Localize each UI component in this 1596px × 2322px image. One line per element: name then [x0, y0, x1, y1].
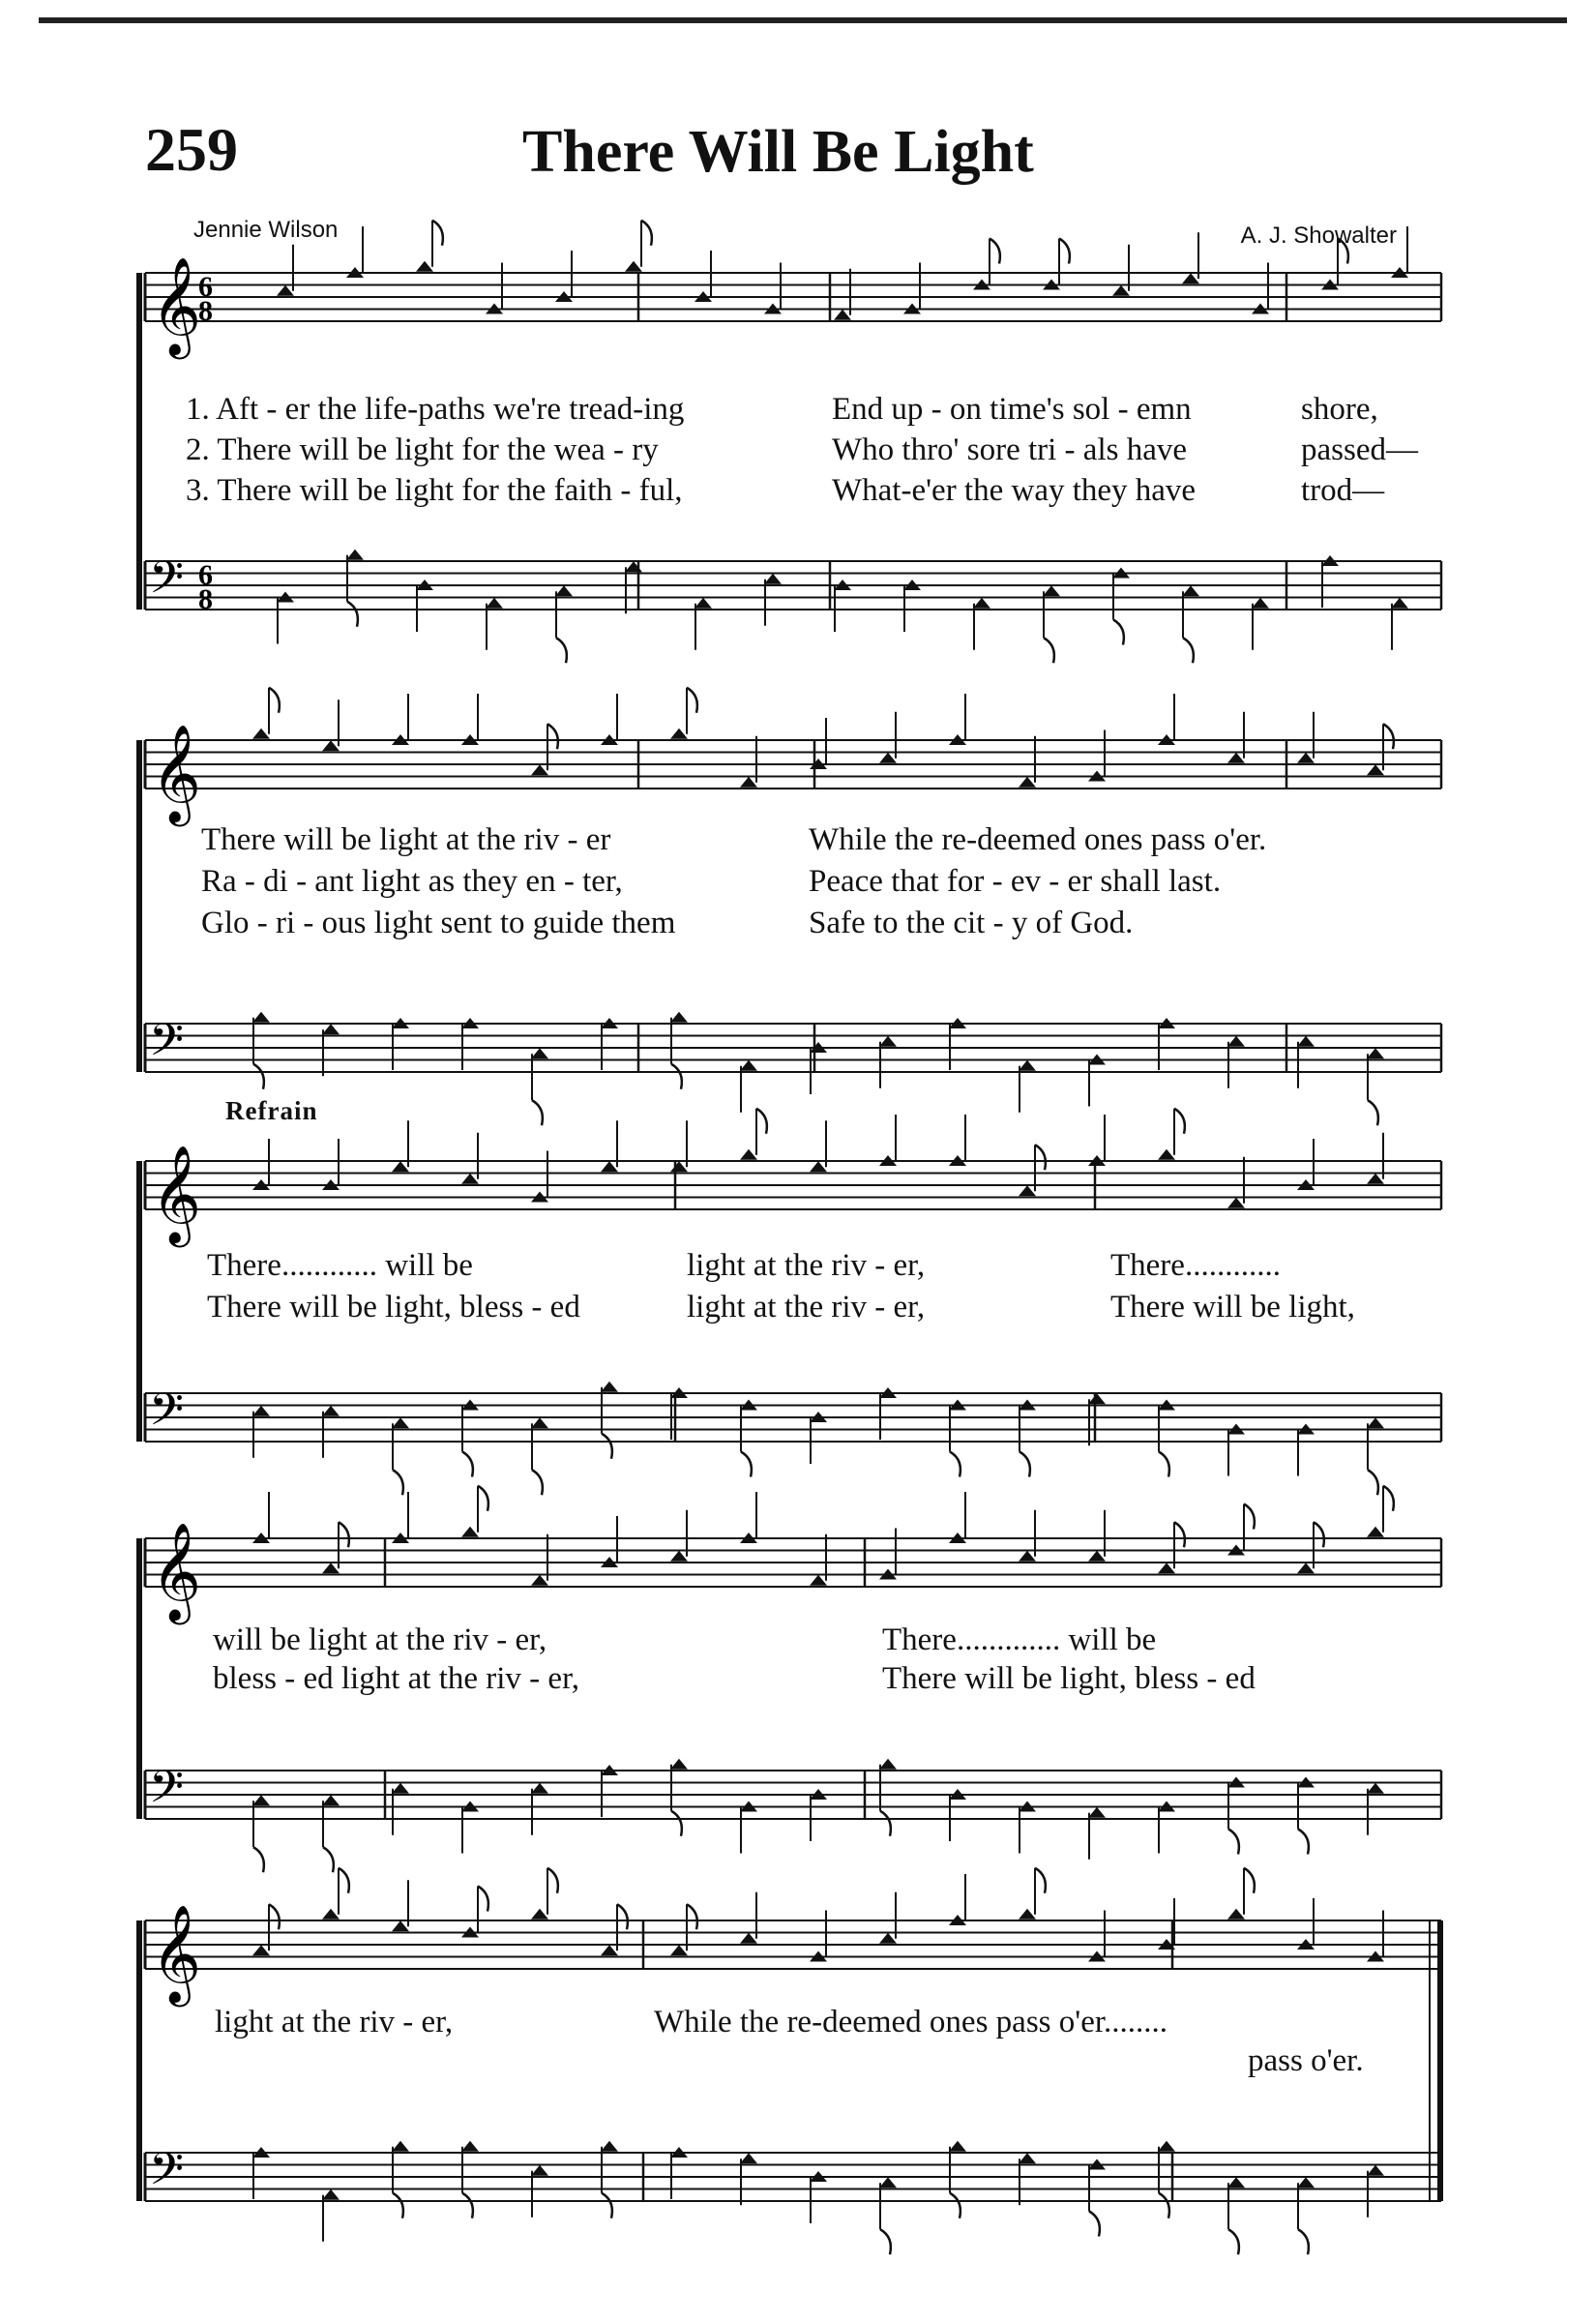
bass-note: [392, 1783, 409, 1794]
treble-note: [625, 261, 642, 272]
bass-clef-icon: 𝄢: [149, 551, 185, 615]
treble-note-flag: [547, 1868, 558, 1893]
bass-note-flag: [880, 2229, 891, 2254]
bass-note: [1227, 2177, 1245, 2188]
treble-clef-icon: 𝄞: [151, 723, 202, 822]
treble-note: [1112, 285, 1130, 296]
bass-note: [1088, 1807, 1106, 1818]
treble-note-flag: [756, 1109, 767, 1134]
bass-note: [625, 561, 642, 572]
treble-note-flag: [547, 724, 558, 749]
treble-note-flag: [1338, 239, 1348, 264]
bass-note: [740, 2153, 757, 2163]
treble-note-flag: [1383, 1486, 1394, 1511]
treble-note-flag: [1035, 1145, 1046, 1170]
treble-note-flag: [687, 1904, 697, 1929]
bass-note-flag: [1159, 2193, 1169, 2218]
bass-note: [601, 2141, 618, 2152]
bass-note-flag: [462, 1452, 473, 1477]
time-signature-bass-bottom: 8: [198, 583, 213, 615]
treble-note: [531, 764, 548, 775]
bass-note-flag: [556, 638, 567, 663]
treble-note: [1019, 1551, 1036, 1562]
bass-note: [601, 1382, 618, 1392]
bass-note-flag: [1183, 638, 1194, 663]
treble-note: [1227, 1909, 1245, 1920]
treble-note: [461, 1527, 479, 1537]
treble-note: [670, 729, 688, 739]
treble-note-flag: [339, 1868, 349, 1893]
bass-note: [1182, 585, 1199, 596]
treble-note: [670, 1945, 688, 1955]
time-signature-treble-top: 6: [198, 271, 213, 303]
bass-note-flag: [671, 1811, 682, 1836]
treble-note: [531, 1909, 548, 1920]
bass-clef-icon: 𝄢: [149, 1014, 185, 1078]
bass-note: [879, 1036, 897, 1047]
treble-note: [322, 740, 340, 751]
bass-note-flag: [253, 1064, 264, 1089]
lyric-v2-b: Who thro' sore tri - als have: [832, 432, 1187, 467]
bass-note: [1019, 2153, 1036, 2163]
treble-note: [1019, 777, 1036, 788]
bass-note: [1367, 2165, 1384, 2176]
bass-note: [1019, 1060, 1036, 1071]
bass-note-flag: [1159, 1452, 1169, 1477]
hymn-number: 259: [145, 115, 238, 184]
treble-note-flag: [1244, 1868, 1255, 1893]
bass-note: [252, 1012, 270, 1023]
bass-note: [322, 2189, 340, 2200]
bass-note-flag: [1113, 620, 1124, 645]
treble-note: [740, 1933, 757, 1944]
treble-note: [252, 1945, 270, 1955]
bass-note: [392, 2141, 409, 2152]
lyric-s3-c2: There will be light,: [1110, 1290, 1355, 1325]
composer-credit: A. J. Showalter: [1240, 223, 1397, 249]
bass-note: [1367, 1048, 1384, 1058]
treble-note: [1158, 1563, 1175, 1573]
treble-note-flag: [269, 688, 280, 713]
bass-note: [531, 2165, 548, 2176]
bass-note: [973, 598, 990, 609]
bass-clef-icon: 𝄢: [149, 1384, 185, 1447]
treble-note: [1019, 1185, 1036, 1196]
treble-note: [1297, 753, 1315, 763]
lyric-s3-a1: There............ will be: [207, 1248, 473, 1283]
bass-note-flag: [602, 2193, 612, 2218]
treble-note: [810, 1161, 827, 1172]
bass-note-flag: [462, 2193, 473, 2218]
treble-note: [740, 1149, 757, 1160]
treble-note: [1088, 1551, 1106, 1562]
lyric-s2-v1-a: There will be light at the riv - er: [201, 822, 611, 857]
bass-note-flag: [1368, 1100, 1378, 1125]
treble-note: [416, 261, 433, 272]
treble-note: [834, 310, 851, 320]
bass-note-flag: [741, 1452, 752, 1477]
treble-note-flag: [1314, 1522, 1324, 1547]
bass-note: [1158, 2141, 1175, 2152]
lyric-s3-a2: There will be light, bless - ed: [207, 1290, 580, 1325]
lyric-v1-b: End up - on time's sol - emn: [832, 392, 1192, 427]
lyric-s2-v1-b: While the re-deemed ones pass o'er.: [809, 822, 1267, 857]
bass-note: [486, 598, 503, 609]
bass-note: [252, 1406, 270, 1416]
treble-note: [252, 729, 270, 739]
lyric-s2-v3-b: Safe to the cit - y of God.: [809, 906, 1134, 940]
treble-clef-icon: 𝄞: [151, 1144, 202, 1243]
lyric-s4-a1: will be light at the riv - er,: [213, 1622, 547, 1657]
bass-note-flag: [393, 1470, 403, 1495]
lyric-v1-a: 1. Aft - er the life-paths we're tread-ing: [186, 392, 685, 427]
bass-note-flag: [1228, 1830, 1239, 1855]
treble-note: [1367, 1527, 1384, 1537]
treble-note-flag: [432, 221, 443, 246]
bass-note-flag: [393, 2193, 403, 2218]
treble-note: [601, 1161, 618, 1172]
treble-note-flag: [1059, 239, 1070, 264]
lyric-v3-b: What-e'er the way they have: [832, 473, 1197, 508]
treble-note-flag: [269, 1904, 280, 1929]
bass-note-flag: [1228, 2229, 1239, 2254]
bass-note: [879, 1759, 897, 1770]
treble-note-flag: [339, 1522, 349, 1547]
bass-note: [695, 598, 712, 609]
lyric-s2-v3-a: Glo - ri - ous light sent to guide them: [201, 906, 676, 940]
treble-note: [879, 753, 897, 763]
bass-note: [1043, 585, 1060, 596]
treble-note-flag: [687, 688, 697, 713]
lyric-v3-a: 3. There will be light for the faith - ful,: [186, 473, 683, 508]
treble-note: [670, 1551, 688, 1562]
lyric-s5-a: light at the riv - er,: [215, 2005, 454, 2039]
treble-note-flag: [478, 1887, 488, 1912]
treble-note: [879, 1933, 897, 1944]
lyric-v1-c: shore,: [1301, 392, 1378, 427]
treble-note: [1019, 1909, 1036, 1920]
bass-note-flag: [950, 2193, 961, 2218]
bass-note: [322, 1795, 340, 1805]
bass-note: [1367, 1417, 1384, 1428]
bass-note: [1297, 1036, 1315, 1047]
lyric-s3-c1: There............: [1110, 1248, 1281, 1283]
bass-note: [322, 1024, 340, 1034]
bass-note: [346, 550, 364, 560]
treble-note: [1227, 753, 1245, 763]
bass-note: [879, 2177, 897, 2188]
lyric-s5-pass: pass o'er.: [1248, 2043, 1364, 2078]
treble-note-flag: [1174, 1109, 1185, 1134]
bass-note: [1227, 1036, 1245, 1047]
bass-note-flag: [1089, 2212, 1100, 2237]
treble-note: [1367, 1174, 1384, 1184]
bass-note-flag: [253, 1847, 264, 1872]
lyric-s4-a2: bless - ed light at the riv - er,: [213, 1661, 579, 1696]
lyric-v2-c: passed—: [1301, 432, 1418, 467]
treble-note: [1367, 764, 1384, 775]
bass-note: [322, 1406, 340, 1416]
bass-note-flag: [532, 1470, 543, 1495]
bass-note: [531, 1783, 548, 1794]
treble-note: [277, 285, 294, 296]
lyric-s2-v2-a: Ra - di - ant light as they en - ter,: [201, 864, 623, 899]
refrain-label: Refrain: [225, 1096, 318, 1125]
bass-note: [670, 1759, 688, 1770]
treble-note: [322, 1563, 340, 1573]
treble-clef-icon: 𝄞: [151, 1903, 202, 2003]
bass-note: [252, 1795, 270, 1805]
time-signature-bass-top: 6: [198, 559, 213, 591]
bass-note: [1252, 598, 1269, 609]
bass-note: [531, 1048, 548, 1058]
lyric-s2-v2-b: Peace that for - ev - er shall last.: [809, 864, 1222, 899]
lyric-s3-b1: light at the riv - er,: [687, 1248, 926, 1283]
lyric-s4-b1: There............. will be: [882, 1622, 1157, 1657]
treble-note: [392, 1920, 409, 1931]
treble-note-flag: [1383, 724, 1394, 749]
bass-note-flag: [1368, 1470, 1378, 1495]
treble-note: [1182, 273, 1199, 283]
bass-note-flag: [1020, 1452, 1030, 1477]
bass-note: [555, 585, 573, 596]
treble-note: [740, 777, 757, 788]
treble-note: [531, 1575, 548, 1586]
bass-note-flag: [1298, 2229, 1309, 2254]
lyric-v3-c: trod—: [1301, 473, 1385, 508]
bass-note-flag: [880, 1811, 891, 1836]
lyric-s4-b2: There will be light, bless - ed: [882, 1661, 1256, 1696]
bass-note: [1297, 2177, 1315, 2188]
bass-note-flag: [1044, 638, 1054, 663]
bass-note: [461, 2141, 479, 2152]
time-signature-treble-bottom: 8: [198, 295, 213, 327]
bass-note-flag: [602, 1434, 612, 1459]
treble-note-flag: [1035, 1868, 1046, 1893]
bass-note-flag: [347, 602, 358, 627]
bass-clef-icon: 𝄢: [149, 2143, 185, 2207]
lyric-s5-b: While the re-deemed ones pass o'er........: [654, 2005, 1168, 2039]
bass-note: [949, 2141, 966, 2152]
bass-note: [531, 1417, 548, 1428]
bass-note: [670, 1012, 688, 1023]
lyric-s3-b2: light at the riv - er,: [687, 1290, 926, 1325]
treble-note: [322, 1909, 340, 1920]
lyric-v2-a: 2. There will be light for the wea - ry: [186, 432, 659, 467]
bass-note-flag: [532, 1100, 543, 1125]
treble-note-flag: [1174, 1522, 1185, 1547]
treble-note: [1158, 1149, 1175, 1160]
treble-note: [392, 1161, 409, 1172]
bass-note: [1367, 1783, 1384, 1794]
bass-clef-icon: 𝄢: [149, 1761, 185, 1825]
treble-note-flag: [641, 221, 652, 246]
treble-note: [461, 1174, 479, 1184]
treble-note-flag: [1244, 1504, 1255, 1530]
treble-note: [810, 1575, 827, 1586]
bass-note-flag: [950, 1452, 961, 1477]
bass-note: [1088, 1393, 1106, 1404]
treble-note: [1297, 1563, 1315, 1573]
treble-note-flag: [617, 1904, 628, 1929]
treble-note-flag: [990, 239, 1000, 264]
bass-note: [740, 1060, 757, 1071]
lyricist-credit: Jennie Wilson: [193, 217, 339, 243]
treble-clef-icon: 𝄞: [151, 1521, 202, 1621]
treble-note: [670, 1161, 688, 1172]
bass-note-flag: [1298, 1830, 1309, 1855]
bass-note-flag: [671, 1064, 682, 1089]
bass-note: [1391, 598, 1408, 609]
bass-note-flag: [323, 1847, 334, 1872]
hymn-title: There Will Be Light: [522, 119, 1034, 185]
bass-note: [392, 1417, 409, 1428]
bass-note: [764, 574, 782, 584]
treble-note: [601, 1945, 618, 1955]
treble-note: [1227, 1198, 1245, 1208]
treble-note-flag: [478, 1486, 488, 1511]
treble-clef-icon: 𝄞: [151, 255, 202, 355]
